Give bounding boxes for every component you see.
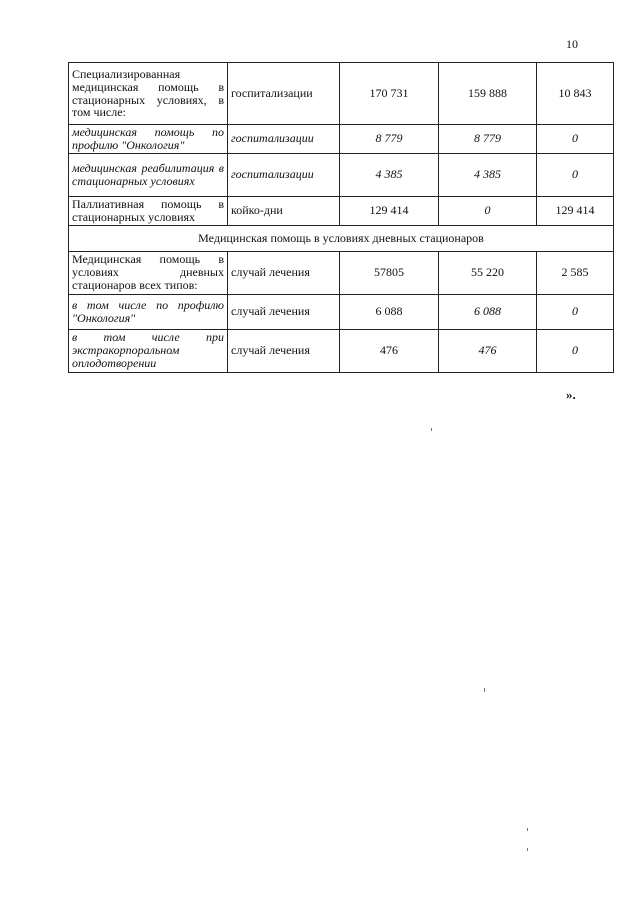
row-name: медицинская помощь по профилю "Онкология" — [69, 125, 228, 154]
row-col3: 129 414 — [537, 196, 614, 225]
row-col3: 0 — [537, 125, 614, 154]
row-total: 129 414 — [340, 196, 439, 225]
row-col2: 159 888 — [439, 63, 537, 125]
row-col3: 2 585 — [537, 251, 614, 294]
table-row-day-hospital — [69, 251, 614, 294]
row-unit: госпитализации — [228, 63, 340, 125]
scan-speck — [484, 688, 485, 692]
row-col3: 0 — [537, 329, 614, 372]
row-unit: случай лечения — [228, 251, 340, 294]
row-name: Паллиативная помощь в стационарных условиях — [69, 196, 228, 225]
row-unit: госпитализации — [228, 125, 340, 154]
row-name: медицинская реабилитация в стационарных условиях — [69, 153, 228, 196]
row-col3: 0 — [537, 294, 614, 329]
row-col2: 476 — [439, 329, 537, 372]
closing-quote: ». — [566, 387, 576, 402]
row-total: 6 088 — [340, 294, 439, 329]
row-name: Медицинская помощь в условиях дневных стационаров всех типов: — [69, 251, 228, 294]
page-number: 10 — [566, 37, 578, 51]
row-unit: случай лечения — [228, 294, 340, 329]
row-total: 4 385 — [340, 153, 439, 196]
row-col2: 55 220 — [439, 251, 537, 294]
row-col3: 10 843 — [537, 63, 614, 125]
row-unit: койко-дни — [228, 196, 340, 225]
table-row-rehab — [69, 153, 614, 196]
scan-speck — [527, 848, 528, 851]
row-name: в том числе по профилю "Онкология" — [69, 294, 228, 329]
row-col2: 8 779 — [439, 125, 537, 154]
row-col3: 0 — [537, 153, 614, 196]
scan-speck — [527, 828, 528, 831]
row-name: Специализированная медицинская помощь в стационарных условиях, в том числе: — [69, 63, 228, 125]
table-body — [69, 63, 614, 373]
row-unit: случай лечения — [228, 329, 340, 372]
section-title: Медицинская помощь в условиях дневных стационаров — [69, 225, 614, 251]
table-row-palliative — [69, 196, 614, 225]
row-total: 170 731 — [340, 63, 439, 125]
scan-speck — [431, 428, 432, 431]
row-col2: 0 — [439, 196, 537, 225]
row-col2: 6 088 — [439, 294, 537, 329]
row-total: 8 779 — [340, 125, 439, 154]
table-row-ivf — [69, 329, 614, 372]
row-name: в том числе при экстракорпоральном оплодотворении — [69, 329, 228, 372]
table-row-day-oncology — [69, 294, 614, 329]
row-total: 476 — [340, 329, 439, 372]
row-total: 57805 — [340, 251, 439, 294]
volume-table — [68, 62, 614, 373]
row-unit: госпитализации — [228, 153, 340, 196]
table-row-specialized — [69, 63, 614, 125]
table-row-oncology — [69, 125, 614, 154]
row-col2: 4 385 — [439, 153, 537, 196]
table-section-row — [69, 225, 614, 251]
